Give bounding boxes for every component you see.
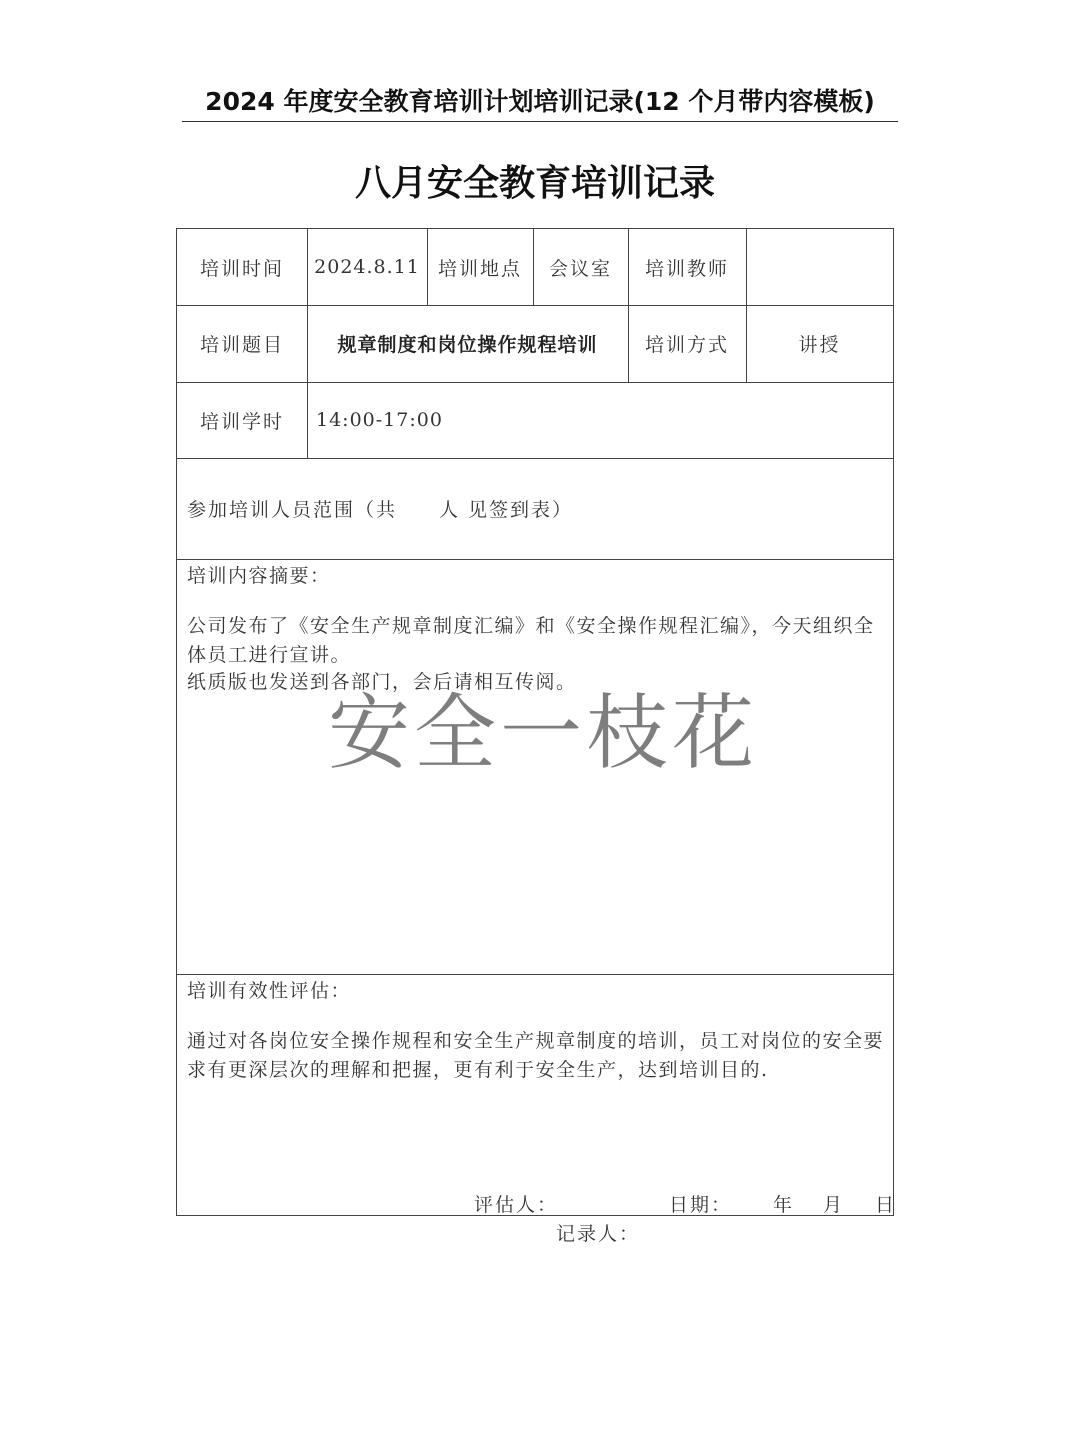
summary-label: 培训内容摘要：: [187, 565, 331, 587]
day-label: 日: [875, 1194, 897, 1216]
training-location-label: 培训地点: [437, 257, 522, 280]
header-rule: [182, 121, 898, 122]
training-method-label: 培训方式: [644, 334, 729, 356]
training-time-value: 2024.8.11: [314, 256, 420, 278]
training-hours-value: 14:00-17:00: [316, 409, 443, 431]
summary-text-line1: 公司发布了《安全生产规章制度汇编》和《安全操作规程汇编》，今天组织全体员工进行宣讲。: [187, 615, 875, 666]
year-label: 年: [773, 1194, 795, 1216]
header-title: 2024 年度安全教育培训计划培训记录(12 个月带内容模板): [205, 87, 875, 116]
trainer-value: [746, 229, 893, 305]
evaluation-label: 培训有效性评估：: [187, 980, 352, 1002]
row-divider: [177, 559, 893, 560]
trainer-label: 培训教师: [644, 257, 729, 280]
recorder-label: 记录人：: [556, 1223, 641, 1245]
date-label: 日期：: [669, 1194, 733, 1216]
training-location-value: 会议室: [548, 257, 612, 280]
evaluation-text: 通过对各岗位安全操作规程和安全生产规章制度的培训，员工对岗位的安全要求有更深层次的理解和把握，更有利于安全生产，达到培训目的.: [187, 1030, 885, 1081]
evaluator-label: 评估人：: [474, 1194, 559, 1216]
page-title: 八月安全教育培训记录: [354, 163, 715, 204]
month-label: 月: [823, 1194, 845, 1216]
row-divider: [177, 974, 893, 975]
watermark: 安全一枝花: [328, 686, 759, 781]
summary-text-line2: 纸质版也发送到各部门，会后请相互传阅。: [187, 671, 577, 693]
participants-scope: 参加培训人员范围（共 人 见签到表）: [187, 499, 574, 521]
training-time-label: 培训时间: [199, 257, 284, 280]
training-topic-label: 培训题目: [199, 334, 284, 356]
training-topic-value: 规章制度和岗位操作规程培训: [337, 334, 598, 356]
training-hours-label: 培训学时: [199, 410, 284, 433]
training-method-value: 讲授: [798, 334, 841, 356]
